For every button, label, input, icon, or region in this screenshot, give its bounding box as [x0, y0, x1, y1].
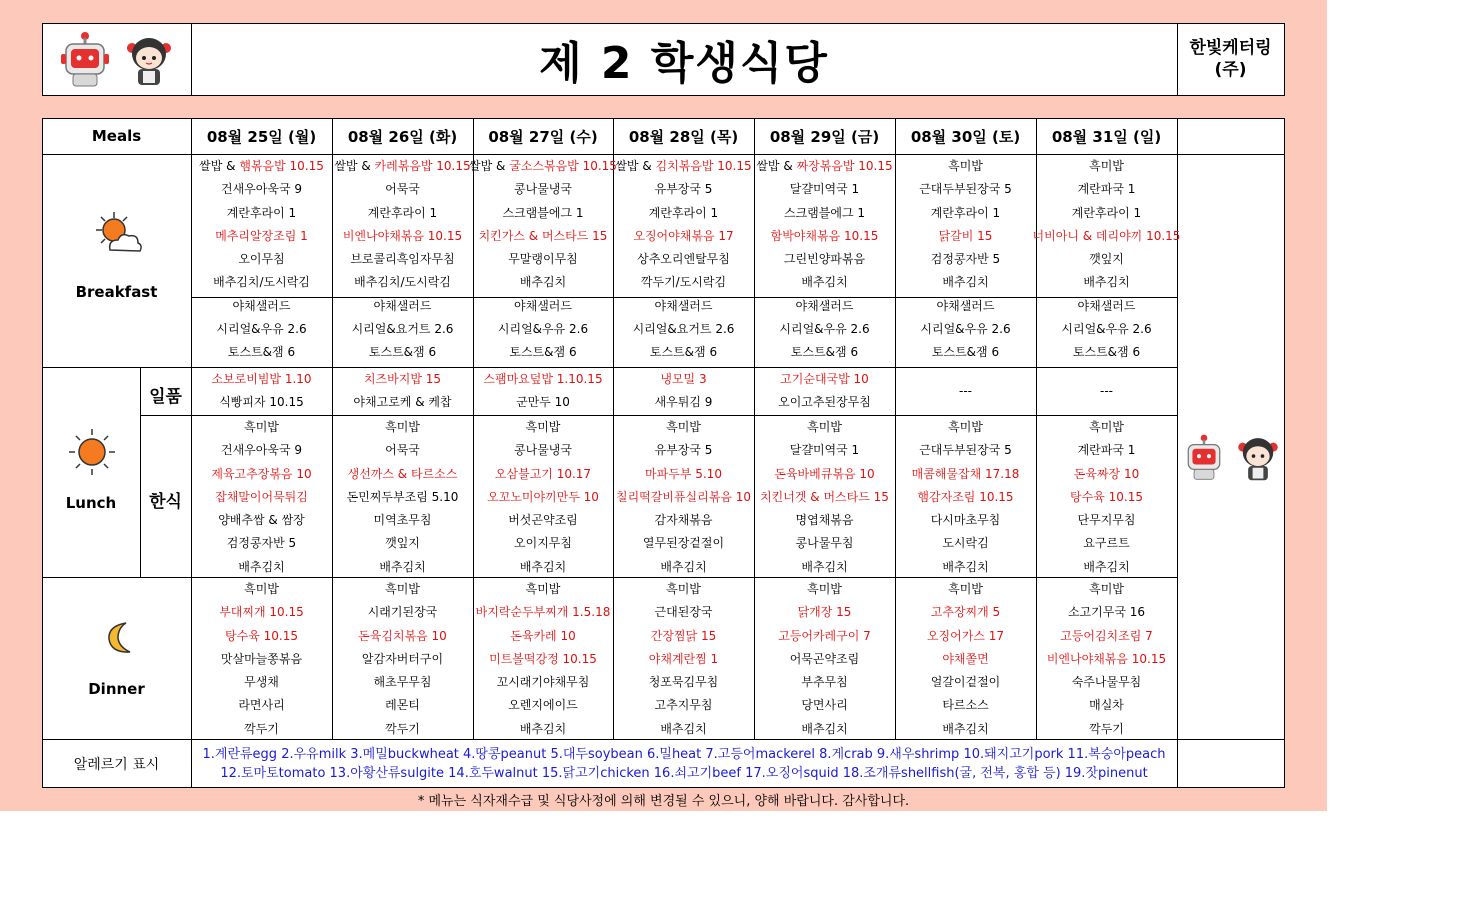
page-title: 제 2 학생식당	[539, 38, 829, 89]
menu-item: 시리얼&우유 2.6	[497, 322, 589, 337]
sun-cloud-icon	[92, 210, 144, 258]
menu-item: 배추김치/도시락김	[213, 275, 310, 290]
menu-item: 얼갈이겉절이	[930, 675, 1001, 690]
menu-item: 배추김치	[942, 275, 989, 290]
menu-item: 계란후라이 1	[367, 205, 438, 220]
menu-item: 배추김치	[379, 559, 426, 574]
menu-item: 돈육카레 10	[510, 628, 576, 643]
menu-item: 열무된장겉절이	[642, 536, 725, 551]
menu-item: 단무지무침	[1077, 513, 1136, 528]
breakfast-menu-cell	[1032, 155, 1181, 367]
menu-item: 비엔나야채볶음 10.15	[342, 228, 463, 243]
menu-item: 소고기무국 16	[1067, 605, 1146, 620]
menu-item: 부추무침	[801, 675, 848, 690]
mascot-robot-icon	[1180, 430, 1228, 484]
menu-item: 흑미밥	[1089, 420, 1124, 434]
menu-item: 탕수육 10.15	[225, 628, 298, 643]
breakfast-menu-cell	[469, 155, 617, 367]
menu-item	[615, 155, 751, 178]
menu-item: 흑미밥	[525, 420, 561, 434]
menu-item: 배추김치	[1083, 275, 1130, 290]
menu-item-base: 쌀밥 &	[615, 159, 656, 173]
menu-item: 군만두 10	[516, 395, 570, 410]
menu-item-base: 쌀밥 &	[199, 159, 240, 173]
menu-item: 근대두부된장국 5	[919, 443, 1012, 458]
menu-item: 오징어야채볶음 17	[633, 228, 734, 243]
menu-item: 깍두기	[244, 721, 279, 736]
day-header: 08월 29일 (금)	[769, 127, 880, 146]
lunch_korean-menu-cell	[895, 416, 1036, 577]
menu-item: 칠리떡갈비퓨실리볶음 10	[615, 489, 751, 504]
menu-item: 토스트&잼 6	[368, 345, 437, 360]
menu-item: 깍두기/도시락김	[640, 275, 727, 290]
menu-item: 어묵국	[385, 182, 420, 197]
dinner-menu-cell	[754, 578, 895, 739]
menu-item: 유부장국 5	[654, 443, 713, 458]
company-name	[1177, 23, 1284, 95]
menu-item: 명엽채볶음	[795, 513, 854, 528]
menu-item: 야채샐러드	[654, 298, 713, 313]
menu-item: 미트볼떡강정 10.15	[489, 651, 597, 666]
menu-item-highlight: 김치볶음밥 10.15	[655, 159, 752, 173]
menu-item: 오삼불고기 10.17	[494, 466, 592, 481]
menu-item: 부대찌개 10.15	[219, 605, 304, 620]
day-header: 08월 30일 (토)	[910, 127, 1021, 146]
menu-item: 스크램블에그 1	[783, 205, 865, 220]
lunch_special-menu-cell	[191, 368, 332, 415]
menu-item: 건새우아욱국 9	[220, 182, 302, 197]
menu-item: 흑미밥	[807, 420, 842, 434]
menu-item: 흑미밥	[666, 582, 701, 596]
menu-item: 배추김치	[942, 559, 989, 574]
menu-item: 오꼬노미야끼만두 10	[487, 489, 599, 504]
menu-item: 치즈바지밥 15	[363, 372, 442, 386]
menu-item: 라면사리	[238, 698, 285, 713]
menu-item: 제육고추장볶음 10	[211, 466, 312, 481]
allergy-line: 12.토마토tomato 13.아황산류sulgite 14.호두walnut 15.닭고기chicken 16.쇠고기beef 17.오징어squid 18.조개류shellfish(굴, 전복, 홍합 등) 19.잣pinenut	[220, 765, 1148, 781]
menu-item: 어묵곤약조림	[789, 651, 860, 666]
menu-item: 고추지무침	[654, 698, 713, 713]
dinner-menu-cell	[191, 578, 332, 739]
lunch_korean-menu-cell	[473, 416, 613, 577]
menu-item: 계란파국 1	[1077, 443, 1136, 458]
menu-item: 흑미밥	[1089, 159, 1124, 173]
menu-item: 치킨가스 & 머스타드 15	[478, 228, 608, 243]
menu-item: 비엔나야채볶음 10.15	[1046, 651, 1167, 666]
day-header: 08월 31일 (일)	[1051, 127, 1162, 146]
menu-item: 토스트&잼 6	[931, 345, 1000, 360]
menu-item: 배추김치	[519, 721, 567, 736]
menu-item: 깻잎지	[385, 536, 420, 551]
menu-item: 토스트&잼 6	[1072, 345, 1141, 360]
menu-item: 건새우아욱국 9	[220, 443, 302, 458]
menu-item: 간장찜닭 15	[650, 628, 717, 643]
menu-item: 소보로비빔밥 1.10	[211, 372, 312, 386]
dinner-label: Dinner	[88, 680, 145, 698]
menu-item: 흑미밥	[244, 420, 279, 434]
lunch_special-menu-cell	[895, 368, 1036, 415]
meals-header: Meals	[91, 127, 142, 145]
menu-item: 깍두기	[1089, 721, 1124, 736]
menu-item: 계란후라이 1	[930, 205, 1001, 220]
menu-item: 콩나물무침	[795, 536, 854, 551]
menu-item: 상추오리엔탈무침	[637, 252, 730, 267]
menu-item	[334, 155, 470, 178]
menu-item: 계란후라이 1	[226, 205, 297, 220]
menu-item	[199, 155, 324, 178]
menu-item: 야채쫄면	[942, 651, 989, 666]
menu-item: 야채샐러드	[1077, 298, 1136, 313]
menu-item: 스팸마요덮밥 1.10.15	[483, 372, 603, 386]
menu-item: 야채샐러드	[373, 298, 432, 313]
menu-item: 계란후라이 1	[648, 205, 719, 220]
lunch_special-menu-cell	[332, 368, 473, 415]
menu-item: 야채샐러드	[795, 298, 854, 313]
menu-item: 배추김치	[660, 721, 707, 736]
day-header: 08월 25일 (월)	[206, 127, 317, 146]
menu-item: 배추김치	[801, 721, 848, 736]
menu-item: 도시락김	[942, 536, 989, 551]
lunch_korean-menu-cell	[754, 416, 895, 577]
menu-item: 흑미밥	[1089, 582, 1124, 596]
menu-item: 스크램블에그 1	[502, 205, 584, 220]
breakfast-menu-cell	[754, 155, 895, 367]
lunch_korean-menu-cell	[332, 416, 473, 577]
menu-item: 고추장찌개 5	[930, 605, 1001, 620]
menu-item: 감자채볶음	[654, 513, 713, 528]
menu-item: 오징어가스 17	[926, 628, 1005, 643]
menu-item-base: 쌀밥 &	[756, 159, 797, 173]
menu-item-highlight: 굴소스볶음밥 10.15	[509, 159, 617, 173]
menu-item: 토스트&잼 6	[790, 345, 859, 360]
menu-item: 숙주나물무침	[1071, 675, 1142, 690]
menu-item: 너비아니 & 데리야끼 10.15	[1032, 228, 1181, 243]
menu-item: 배추김치	[519, 559, 567, 574]
menu-item: 근대된장국	[654, 605, 713, 620]
menu-item: 흑미밥	[948, 420, 983, 434]
menu-item: 돈육짜장 10	[1073, 466, 1140, 481]
menu-item: 마파두부 5.10	[645, 466, 722, 481]
lunch-label: Lunch	[65, 494, 117, 512]
menu-item: 배추김치	[519, 275, 567, 290]
menu-item: 토스트&잼 6	[227, 345, 296, 360]
menu-item: 달걀미역국 1	[789, 443, 860, 458]
menu-item: 레몬티	[385, 698, 420, 713]
menu-item: ---	[959, 383, 972, 398]
menu-item: ---	[1100, 383, 1113, 398]
menu-item: 다시마초무침	[930, 513, 1001, 528]
menu-item: 야채샐러드	[936, 298, 995, 313]
menu-item: 콩나물냉국	[514, 443, 572, 458]
menu-item: 요구르트	[1083, 536, 1130, 551]
lunch_korean-menu-cell	[613, 416, 754, 577]
menu-item: 콩나물냉국	[514, 182, 572, 197]
dinner-menu-cell	[895, 578, 1036, 739]
lunch_special-menu-cell	[613, 368, 754, 415]
menu-item	[756, 155, 892, 178]
menu-item: 바지락순두부찌개 1.5.18	[475, 605, 611, 620]
menu-item: 배추김치	[660, 559, 707, 574]
menu-item: 야채계란찜 1	[648, 651, 719, 666]
menu-item: 배추김치/도시락김	[354, 275, 451, 290]
breakfast-menu-cell	[895, 155, 1036, 367]
menu-item: 깍두기	[385, 721, 420, 736]
menu-item: 닭개장 15	[797, 605, 852, 620]
menu-item: 배추김치	[801, 275, 848, 290]
mascot-girl-icon	[120, 30, 178, 88]
menu-item: 시리얼&우유 2.6	[1061, 322, 1152, 337]
menu-item: 양배추쌈 & 쌈장	[218, 513, 305, 528]
breakfast-menu-cell	[332, 155, 473, 367]
sun-icon	[68, 428, 116, 476]
breakfast-label: Breakfast	[75, 283, 158, 301]
company-name-line1: 한빛케터링	[1189, 38, 1272, 58]
lunch_special-menu-cell	[754, 368, 895, 415]
menu-item: 해초무무침	[373, 675, 432, 690]
menu-item: 배추김치	[1083, 559, 1130, 574]
menu-item: 냉모밀 3	[660, 372, 707, 386]
menu-item: 고등어김치조림 7	[1060, 628, 1153, 643]
mascot-girl-icon	[1232, 430, 1284, 484]
menu-item: 깻잎지	[1089, 252, 1124, 267]
day-header: 08월 27일 (수)	[488, 127, 598, 146]
menu-item: 흑미밥	[666, 420, 701, 434]
menu-item: 계란파국 1	[1077, 182, 1136, 197]
menu-item: 토스트&잼 6	[509, 345, 577, 360]
allergy-line: 1.계란류egg 2.우유milk 3.메밀buckwheat 4.땅콩peanut 5.대두soybean 6.밀heat 7.고등어mackerel 8.게crab 9.새우shrimp 10.돼지고기pork 11.복숭아peach	[202, 746, 1166, 762]
dinner-menu-cell	[473, 578, 613, 739]
side-mascot	[1180, 430, 1284, 484]
menu-item-highlight: 짜장볶음밥 10.15	[796, 159, 893, 173]
menu-item-highlight: 햄볶음밥 10.15	[239, 159, 324, 173]
lunch_korean-menu-cell	[191, 416, 332, 577]
menu-item: 흑미밥	[525, 582, 561, 596]
menu-item: 맛살마늘쫑볶음	[220, 651, 303, 666]
menu-item-base: 쌀밥 &	[334, 159, 375, 173]
menu-item: 어묵국	[385, 443, 420, 458]
moon-icon	[102, 620, 136, 656]
menu-item: 함박야채볶음 10.15	[770, 228, 879, 243]
lunch-korean-label: 한식	[149, 492, 182, 512]
menu-item: 치킨너겟 & 머스타드 15	[760, 489, 889, 504]
menu-item: 그린빈양파볶음	[783, 252, 866, 267]
menu-item: 근대두부된장국 5	[919, 182, 1012, 197]
lunch-special-label: 일품	[149, 387, 182, 407]
menu-item: 잡채말이어묵튀김	[215, 489, 308, 504]
dinner-menu-cell	[613, 578, 754, 739]
menu-item: 시래기된장국	[367, 605, 438, 620]
menu-item	[469, 155, 617, 178]
mascot-logo	[42, 23, 191, 95]
day-header: 08월 26일 (화)	[347, 127, 458, 146]
mascot-robot-icon	[56, 30, 114, 88]
menu-item: 오이지무침	[514, 536, 572, 551]
allergy-label: 알레르기 표시	[73, 757, 160, 773]
menu-item: 돈육김치볶음 10	[358, 628, 447, 643]
menu-item: 탕수육 10.15	[1070, 489, 1143, 504]
menu-item: 흑미밥	[948, 582, 983, 596]
lunch_special-menu-cell	[473, 368, 613, 415]
menu-item: 시리얼&요거트 2.6	[632, 322, 735, 337]
menu-item: 알감자버터구이	[361, 651, 444, 666]
menu-item: 매콤해물잡채 17.18	[911, 466, 1020, 481]
menu-item: 오이고추된장무침	[778, 395, 871, 410]
menu-item: 닭갈비 15	[938, 228, 993, 243]
lunch_special-menu-cell	[1036, 368, 1177, 415]
day-header: 08월 28일 (목)	[628, 127, 739, 146]
dinner-menu-cell	[332, 578, 473, 739]
menu-item: 시리얼&요거트 2.6	[351, 322, 454, 337]
menu-item: 시리얼&우유 2.6	[216, 322, 307, 337]
menu-item: 햄감자조림 10.15	[917, 489, 1014, 504]
menu-item: 무말랭이무침	[508, 252, 578, 267]
menu-item: 청포묵김무침	[648, 675, 719, 690]
menu-item: 브로콜리흑임자무침	[350, 252, 455, 267]
menu-item: 배추김치	[942, 721, 989, 736]
menu-item: 야채샐러드	[514, 298, 572, 313]
menu-item: 야채샐러드	[232, 298, 291, 313]
menu-item: 배추김치	[238, 559, 285, 574]
menu-item: 고기순대국밥 10	[780, 372, 869, 386]
company-name-line2: (주)	[1214, 60, 1247, 80]
menu-item: 배추김치	[801, 559, 848, 574]
menu-item: 흑미밥	[807, 582, 842, 596]
menu-item: 꼬시래기야채무침	[496, 675, 590, 690]
menu-item: 시리얼&우유 2.6	[920, 322, 1011, 337]
menu-item: 흑미밥	[244, 582, 279, 596]
menu-item: 오이무침	[238, 252, 285, 267]
dinner-menu-cell	[1036, 578, 1177, 739]
menu-item: 생선까스 & 타르소스	[347, 466, 458, 481]
menu-item: 메추리알장조림 1	[215, 228, 308, 243]
menu-item: 고등어카레구이 7	[778, 628, 871, 643]
menu-item: 야채고로케 & 케찹	[353, 395, 452, 410]
breakfast-menu-cell	[613, 155, 754, 367]
menu-item: 돈육바베큐볶음 10	[774, 466, 875, 481]
menu-item: 무생채	[244, 675, 279, 690]
menu-item: 흑미밥	[385, 582, 420, 596]
menu-item: 시리얼&우유 2.6	[779, 322, 870, 337]
menu-item: 흑미밥	[948, 159, 983, 173]
allergy-legend	[191, 740, 1177, 787]
menu-item: 버섯곤약조림	[508, 513, 578, 528]
menu-item: 당면사리	[801, 698, 848, 713]
menu-item: 검정콩자반 5	[930, 252, 1001, 267]
menu-item: 매실차	[1089, 698, 1124, 713]
lunch_korean-menu-cell	[1036, 416, 1177, 577]
menu-item: 새우튀김 9	[654, 395, 713, 410]
menu-item: 토스트&잼 6	[649, 345, 718, 360]
breakfast-menu-cell	[191, 155, 332, 367]
menu-item: 달걀미역국 1	[789, 182, 860, 197]
menu-item: 오렌지에이드	[508, 698, 578, 713]
menu-item: 돈민찌두부조림 5.10	[346, 489, 459, 504]
menu-item: 유부장국 5	[654, 182, 713, 197]
menu-item: 계란후라이 1	[1071, 205, 1142, 220]
footer-note: * 메뉴는 식자재수급 및 식당사정에 의해 변경될 수 있으니, 양해 바랍니다. 감사합니다.	[417, 794, 910, 809]
menu-item: 타르소스	[942, 698, 989, 713]
menu-item: 흑미밥	[385, 420, 420, 434]
menu-item-base: 쌀밥 &	[469, 159, 510, 173]
menu-item: 미역초무침	[373, 513, 432, 528]
menu-item: 검정콩자반 5	[226, 536, 297, 551]
menu-item-highlight: 카레볶음밥 10.15	[374, 159, 471, 173]
menu-item: 식빵피자 10.15	[219, 395, 304, 410]
